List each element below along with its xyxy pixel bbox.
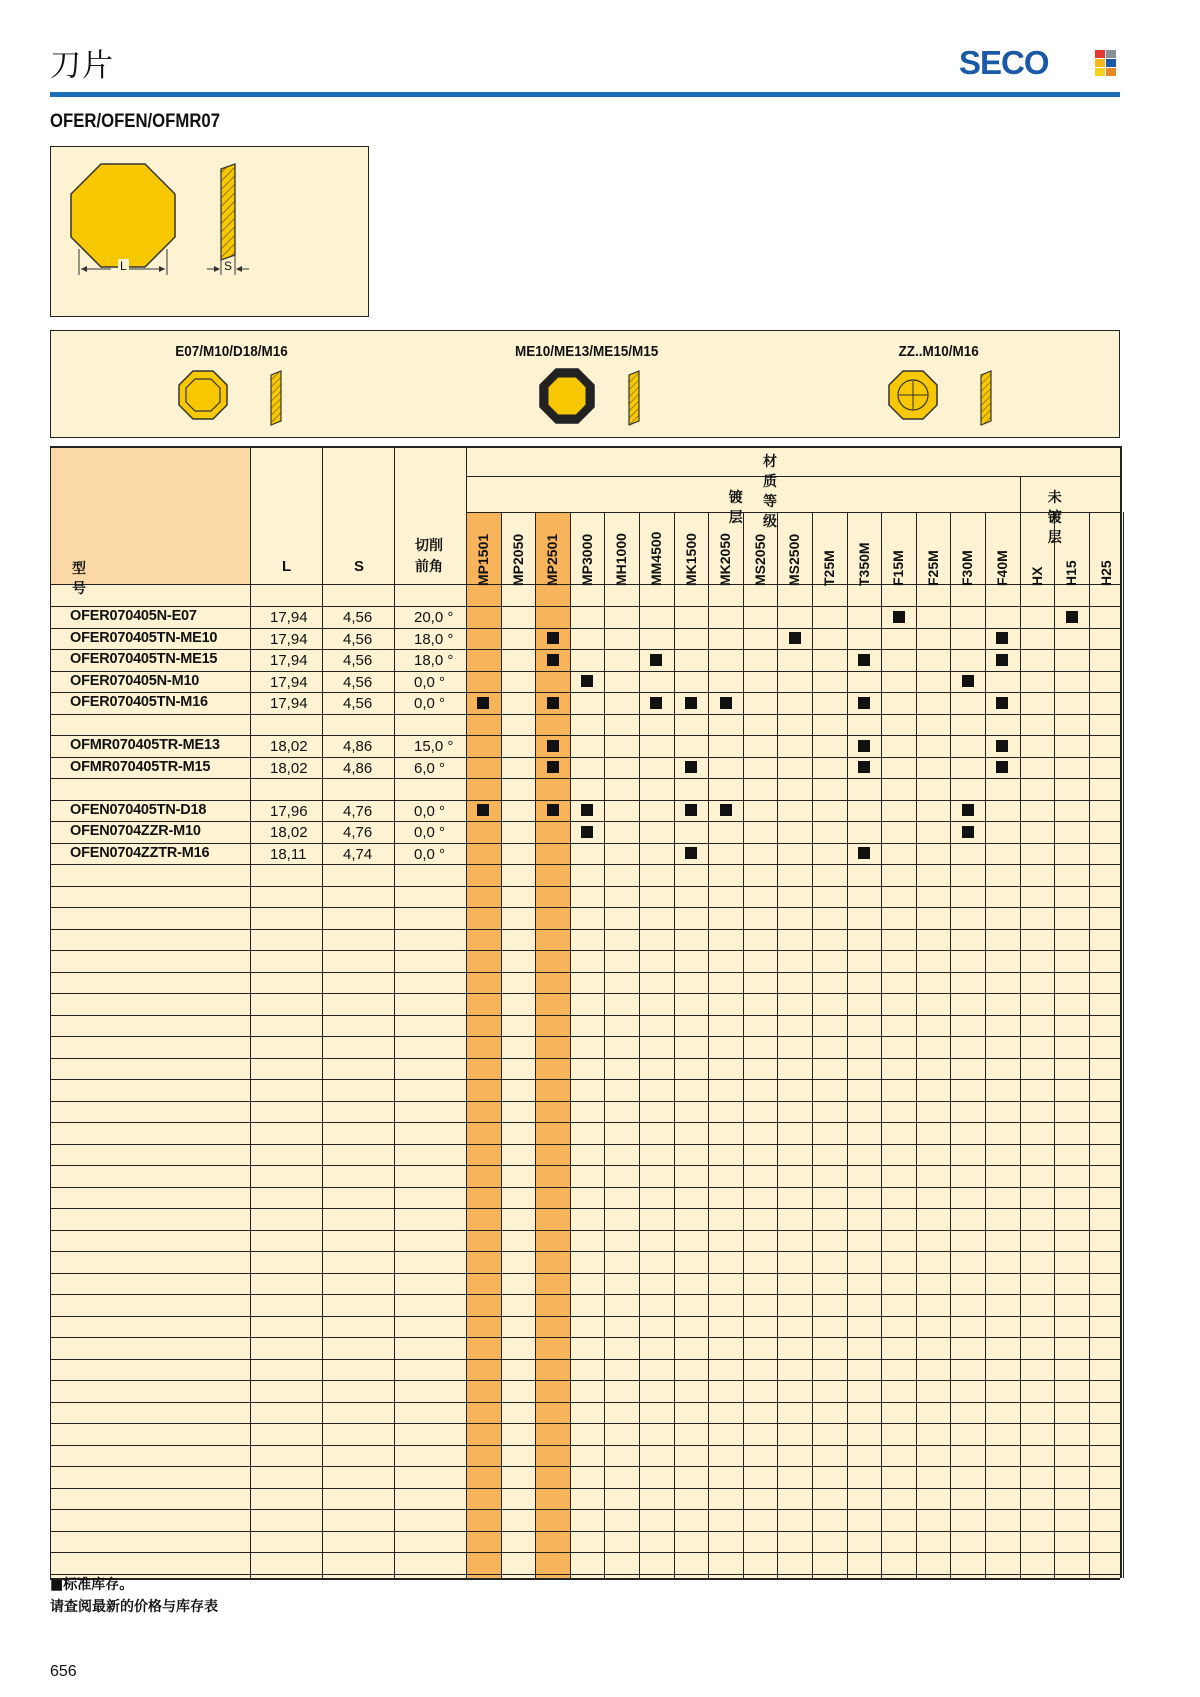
row-line xyxy=(50,1144,1120,1145)
stock-mark-mk1500 xyxy=(685,804,697,816)
row-line xyxy=(50,821,1120,822)
stock-mark-mp2501 xyxy=(547,654,559,666)
row-line xyxy=(50,1187,1120,1188)
row-line xyxy=(50,800,1120,801)
insert-diagram xyxy=(50,146,369,317)
stock-mark-mm4500 xyxy=(650,697,662,709)
L-value-cell: 18,02 xyxy=(270,738,308,755)
row-line xyxy=(50,692,1120,693)
row-line xyxy=(50,907,1120,908)
stock-mark-t350m xyxy=(858,654,870,666)
row-line xyxy=(50,628,1120,629)
S-value-cell: 4,56 xyxy=(343,609,373,626)
logo-color-squares-icon xyxy=(1095,50,1117,76)
rake-angle-cell: 0,0 ° xyxy=(414,802,446,820)
title-rule xyxy=(50,92,1120,97)
row-line xyxy=(50,1337,1120,1338)
grade-header-ms2500: MS2500 xyxy=(786,533,803,586)
grade-header-mk1500: MK1500 xyxy=(682,533,699,586)
stock-mark-f40m xyxy=(996,761,1008,773)
S-value-cell: 4,76 xyxy=(343,824,373,841)
S-value-cell: 4,74 xyxy=(343,845,373,863)
grade-header-t25m: T25M xyxy=(821,550,837,586)
row-line xyxy=(50,1488,1120,1489)
rake-angle-cell: 20,0 ° xyxy=(414,609,454,626)
S-value-cell: 4,56 xyxy=(343,695,373,712)
uncoated-header: 未镀层 xyxy=(1047,490,1062,546)
grade-column-line xyxy=(674,512,675,1578)
row-line xyxy=(50,1402,1120,1403)
grade-column-line xyxy=(985,512,986,1578)
column-line xyxy=(394,446,395,1578)
grade-header-t350m: T350M xyxy=(855,542,872,586)
L-value-cell: 18,02 xyxy=(270,824,308,841)
stock-mark-h15 xyxy=(1066,611,1078,623)
chipbreaker-zz-icon xyxy=(889,371,991,425)
S-column-header: S xyxy=(354,558,365,575)
chipbreaker-me10-icon xyxy=(540,369,639,425)
row-line xyxy=(50,671,1120,672)
grade-column-line xyxy=(1089,512,1090,1578)
L-value-cell: 17,94 xyxy=(270,609,308,626)
model-cell: OFER070405TN-M16 xyxy=(70,694,208,710)
model-cell: OFER070405TN-ME15 xyxy=(70,651,218,667)
grade-header-ms2050: MS2050 xyxy=(751,533,768,586)
rake-angle-header: 切削 前角 xyxy=(415,538,443,575)
stock-mark-mp2501 xyxy=(547,761,559,773)
group-header-rule xyxy=(466,476,1120,477)
row-line xyxy=(50,1574,1120,1575)
row-line xyxy=(50,1466,1120,1467)
model-cell: OFEN070405TN-D18 xyxy=(70,801,207,818)
stock-mark-f40m xyxy=(996,697,1008,709)
grade-header-mh1000: MH1000 xyxy=(613,533,630,586)
stock-mark-mp2501 xyxy=(547,632,559,644)
grade-header-mp2501: MP2501 xyxy=(544,533,561,586)
coated-header-rule xyxy=(466,512,1120,513)
rake-angle-cell: 0,0 ° xyxy=(414,695,446,712)
stock-mark-f40m xyxy=(996,632,1008,644)
grade-column-line xyxy=(743,512,744,1578)
page-number: 656 xyxy=(50,1663,77,1680)
grade-column-line xyxy=(847,512,848,1578)
table-right-border xyxy=(1120,446,1122,1578)
page-title: 刀片 xyxy=(50,48,114,84)
grade-column-line xyxy=(1020,476,1021,1578)
price-footnote: 请查阅最新的价格与库存表 xyxy=(50,1599,218,1615)
chipbreaker-e07-icon xyxy=(179,371,281,425)
row-line xyxy=(50,929,1120,930)
row-line xyxy=(50,1101,1120,1102)
grade-column-line xyxy=(639,512,640,1578)
section-title: OFER/OFEN/OFMR07 xyxy=(50,111,221,132)
grade-header-mm4500: MM4500 xyxy=(648,531,664,586)
model-cell: OFER070405N-E07 xyxy=(70,608,197,624)
row-line xyxy=(50,1380,1120,1381)
stock-mark-mp3000 xyxy=(581,804,593,816)
model-cell: OFER070405TN-ME10 xyxy=(70,629,218,646)
stock-mark-f30m xyxy=(962,804,974,816)
stock-mark-mk1500 xyxy=(685,847,697,859)
row-line xyxy=(50,1531,1120,1532)
row-line xyxy=(50,1230,1120,1231)
grade-column-line xyxy=(604,512,605,1578)
stock-mark-ms2500 xyxy=(789,632,801,644)
model-column-header: 型号 xyxy=(72,561,86,597)
highlight-column-mp2501 xyxy=(535,512,570,1578)
row-line xyxy=(50,1058,1120,1059)
row-line xyxy=(50,1294,1120,1295)
S-value-cell: 4,86 xyxy=(343,759,373,777)
row-line xyxy=(50,778,1120,779)
stock-mark-mp3000 xyxy=(581,675,593,687)
grade-column-line xyxy=(570,512,571,1578)
material-grade-header: 材质等级 xyxy=(763,454,777,530)
row-line xyxy=(50,950,1120,951)
L-value-cell: 17,94 xyxy=(270,695,308,712)
stock-mark-t350m xyxy=(858,740,870,752)
S-value-cell: 4,56 xyxy=(343,630,373,648)
chipbreaker-label-3: ZZ..M10/M16 xyxy=(898,343,979,360)
brand-wordmark: SECO xyxy=(959,44,1049,81)
stock-mark-f40m xyxy=(996,740,1008,752)
model-cell: OFMR070405TR-M15 xyxy=(70,758,211,775)
stock-footnote: ■标准库存。 xyxy=(50,1577,134,1593)
stock-mark-mm4500 xyxy=(650,654,662,666)
stock-mark-f15m xyxy=(893,611,905,623)
row-line xyxy=(50,1036,1120,1037)
row-line xyxy=(50,1316,1120,1317)
row-line xyxy=(50,606,1120,607)
model-cell: OFMR070405TR-ME13 xyxy=(70,737,220,753)
row-line xyxy=(50,1208,1120,1209)
grade-column-line xyxy=(1123,512,1124,1578)
L-value-cell: 18,11 xyxy=(270,845,307,863)
grade-header-f30m: F30M xyxy=(959,550,976,586)
grade-header-h15: H15 xyxy=(1063,560,1080,586)
stock-mark-f40m xyxy=(996,654,1008,666)
grade-header-hx: HX xyxy=(1028,566,1045,586)
row-line xyxy=(50,735,1120,736)
L-value-cell: 17,94 xyxy=(270,630,308,648)
row-line xyxy=(50,1445,1120,1446)
rake-angle-cell: 6,0 ° xyxy=(414,759,446,777)
chipbreaker-panel xyxy=(50,330,1120,438)
stock-mark-mp3000 xyxy=(581,826,593,838)
rake-angle-cell: 18,0 ° xyxy=(414,630,454,648)
S-value-cell: 4,56 xyxy=(343,673,373,691)
grade-header-f40m: F40M xyxy=(994,550,1010,586)
rake-angle-cell: 0,0 ° xyxy=(414,673,446,691)
grade-header-f25m: F25M xyxy=(924,550,941,586)
grade-header-mk2050: MK2050 xyxy=(717,533,734,586)
rake-angle-cell: 0,0 ° xyxy=(414,824,446,841)
stock-mark-t350m xyxy=(858,847,870,859)
grade-header-mp2050: MP2050 xyxy=(509,533,526,586)
row-line xyxy=(50,757,1120,758)
stock-mark-t350m xyxy=(858,697,870,709)
L-value-cell: 17,94 xyxy=(270,652,308,669)
row-line xyxy=(50,1359,1120,1360)
rake-angle-cell: 18,0 ° xyxy=(414,652,454,669)
L-value-cell: 17,96 xyxy=(270,802,308,820)
rake-angle-cell: 0,0 ° xyxy=(414,845,446,863)
model-cell: OFEN0704ZZTR-M16 xyxy=(70,844,210,861)
grade-column-line xyxy=(535,512,536,1578)
table-bottom-border xyxy=(50,1578,1120,1580)
row-line xyxy=(50,1423,1120,1424)
dimension-L-label: L xyxy=(120,259,127,273)
row-line xyxy=(50,843,1120,844)
grade-column-line xyxy=(812,512,813,1578)
stock-mark-f30m xyxy=(962,675,974,687)
row-line xyxy=(50,864,1120,865)
stock-mark-mp2501 xyxy=(547,804,559,816)
row-line xyxy=(50,1122,1120,1123)
row-line xyxy=(50,714,1120,715)
grade-column-line xyxy=(950,512,951,1578)
model-cell: OFER070405N-M10 xyxy=(70,672,200,689)
L-value-cell: 18,02 xyxy=(270,759,308,777)
row-line xyxy=(50,1251,1120,1252)
grade-column-line xyxy=(881,512,882,1578)
column-line xyxy=(250,446,251,1578)
dimension-S-label: S xyxy=(224,259,233,273)
stock-mark-mp2501 xyxy=(547,697,559,709)
rake-angle-cell: 15,0 ° xyxy=(414,738,454,755)
table-top-border xyxy=(50,446,1120,448)
column-line xyxy=(322,446,323,1578)
row-line xyxy=(50,1165,1120,1166)
stock-mark-mk2050 xyxy=(720,804,732,816)
grade-column-line xyxy=(1054,512,1055,1578)
S-value-cell: 4,76 xyxy=(343,802,373,820)
L-column-header: L xyxy=(282,558,292,575)
seco-logo xyxy=(959,45,1119,81)
row-line xyxy=(50,1079,1120,1080)
grade-header-mp3000: MP3000 xyxy=(578,533,595,586)
highlight-column-mp1501 xyxy=(466,512,501,1578)
column-line xyxy=(466,446,467,1578)
stock-mark-t350m xyxy=(858,761,870,773)
row-line xyxy=(50,1273,1120,1274)
row-line xyxy=(50,1015,1120,1016)
grade-header-h25: H25 xyxy=(1097,560,1114,586)
grade-column-line xyxy=(777,512,778,1578)
chipbreaker-label-1: E07/M10/D18/M16 xyxy=(175,343,288,360)
L-value-cell: 17,94 xyxy=(270,673,308,691)
stock-mark-mp2501 xyxy=(547,740,559,752)
stock-mark-mp1501 xyxy=(477,804,489,816)
S-value-cell: 4,56 xyxy=(343,652,373,669)
grade-column-line xyxy=(501,512,502,1578)
grade-header-mp1501: MP1501 xyxy=(475,533,491,586)
row-line xyxy=(50,649,1120,650)
grade-column-line xyxy=(916,512,917,1578)
chipbreaker-label-2: ME10/ME13/ME15/M15 xyxy=(514,343,659,360)
stock-mark-mk1500 xyxy=(685,761,697,773)
insert-drawing xyxy=(51,147,369,317)
stock-mark-mk2050 xyxy=(720,697,732,709)
stock-mark-mk1500 xyxy=(685,697,697,709)
row-line xyxy=(50,886,1120,887)
chipbreaker-drawings xyxy=(51,331,1119,437)
grade-header-f15m: F15M xyxy=(890,550,907,586)
octagon-insert-top-view xyxy=(71,164,175,267)
coated-header: 镀层 xyxy=(728,490,743,526)
S-value-cell: 4,86 xyxy=(343,738,373,755)
row-line xyxy=(50,1552,1120,1553)
stock-mark-mp1501 xyxy=(477,697,489,709)
grade-column-line xyxy=(708,512,709,1578)
stock-mark-f30m xyxy=(962,826,974,838)
row-line xyxy=(50,1509,1120,1510)
insert-side-view xyxy=(221,164,235,260)
model-cell: OFEN0704ZZR-M10 xyxy=(70,823,201,839)
row-line xyxy=(50,993,1120,994)
column-line xyxy=(50,446,51,1578)
row-line xyxy=(50,972,1120,973)
table-background xyxy=(50,446,1120,1578)
